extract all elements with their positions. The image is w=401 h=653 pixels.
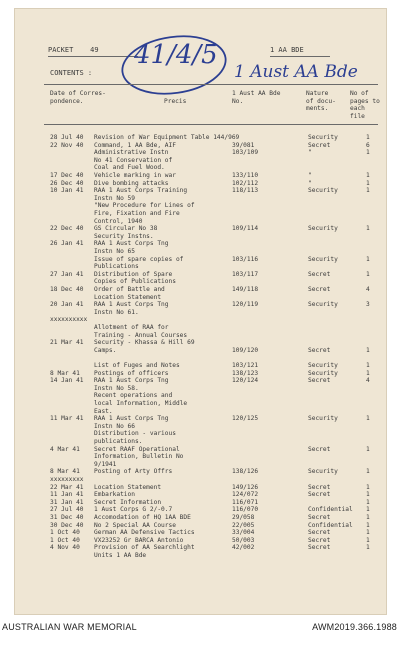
row-precis: East.	[94, 407, 113, 415]
row-precis: Provision of AA Searchlight	[94, 544, 195, 552]
row-precis: RAA 1 Aust Corps Tng	[94, 415, 169, 423]
row-aabde-no: 116/071	[232, 498, 259, 506]
row-date: 27 Jul 40	[50, 506, 84, 514]
row-date: 27 Jan 41	[50, 270, 84, 278]
row-pages: 3	[366, 301, 370, 309]
column-header-aabde-no: 1 Aust AA Bde No.	[232, 90, 281, 105]
row-pages: 1	[366, 270, 370, 278]
row-aabde-no: 138/126	[232, 468, 259, 476]
row-nature: Security	[308, 369, 338, 377]
row-aabde-no: 120/125	[232, 415, 259, 423]
row-pages: 1	[366, 529, 370, 537]
row-aabde-no: 138/123	[232, 369, 259, 377]
row-aabde-no: 116/070	[232, 506, 259, 514]
row-date: 1 Oct 40	[50, 536, 80, 544]
row-nature: Security	[308, 255, 338, 263]
row-pages: 1	[366, 544, 370, 552]
row-date: xxxxxxxxxx	[50, 316, 88, 324]
header-rule	[44, 84, 378, 85]
row-precis: Instn No 61.	[94, 308, 139, 316]
footer-institution: AUSTRALIAN WAR MEMORIAL	[2, 622, 137, 632]
row-nature: Confidential	[308, 521, 353, 529]
row-pages: 6	[366, 141, 370, 149]
row-date: 10 Jan 41	[50, 187, 84, 195]
row-aabde-no: 103/117	[232, 270, 259, 278]
row-precis: Training - Annual Courses	[94, 331, 188, 339]
row-pages: 1	[366, 149, 370, 157]
row-nature: Secret	[308, 445, 331, 453]
row-nature: Security	[308, 362, 338, 369]
row-date: 18 Dec 40	[50, 286, 84, 293]
row-precis: Location Statement	[94, 293, 162, 301]
row-pages: 1	[366, 491, 370, 499]
row-aabde-no: 118/113	[232, 187, 259, 195]
row-nature: Security	[308, 415, 338, 423]
row-aabde-no: 103/109	[232, 149, 259, 157]
row-aabde-no: 102/112	[232, 179, 259, 187]
row-date: 22 Mar 41	[50, 483, 84, 491]
row-pages: 1	[366, 468, 370, 476]
row-date: 14 Jan 41	[50, 377, 84, 385]
row-precis: Publications	[94, 263, 139, 271]
row-precis: Instn No 58.	[94, 384, 139, 392]
row-pages: 1	[366, 506, 370, 514]
row-date: 26 Jan 41	[50, 240, 84, 248]
row-aabde-no: 50/003	[232, 536, 255, 544]
row-aabde-no: 103/116	[232, 255, 259, 263]
row-precis: Secret Information	[94, 498, 162, 506]
row-date: 11 Jan 41	[50, 491, 84, 499]
row-nature: Confidential	[308, 506, 353, 514]
row-pages: 1	[366, 362, 370, 369]
row-nature: Secret	[308, 529, 331, 537]
row-nature: Secret	[308, 483, 331, 491]
row-aabde-no: 120/119	[232, 301, 259, 309]
row-nature: Secret	[308, 536, 331, 544]
row-pages: 1	[366, 179, 370, 187]
row-aabde-no: 109/114	[232, 225, 259, 233]
row-date: 8 Mar 41	[50, 369, 80, 377]
row-precis: Distribution of Spare	[94, 270, 173, 278]
row-nature: Secret	[308, 514, 331, 521]
row-pages: 1	[366, 225, 370, 233]
row-date: 26 Dec 40	[50, 179, 84, 187]
row-nature: Security	[308, 225, 338, 233]
row-pages: 1	[366, 134, 370, 141]
row-nature: Secret	[308, 491, 331, 499]
row-pages: 1	[366, 536, 370, 544]
row-precis: Order of Battle and	[94, 286, 165, 293]
row-precis: No 41 Conservation of	[94, 156, 173, 164]
row-nature: "	[308, 179, 312, 187]
row-precis: Instn No 65	[94, 248, 135, 255]
row-pages: 1	[366, 445, 370, 453]
row-precis: Instn No 59	[94, 194, 135, 202]
contents-label: CONTENTS :	[50, 69, 93, 77]
row-pages: 1	[366, 255, 370, 263]
row-nature: Secret	[308, 377, 331, 385]
row-precis: Camps.	[94, 346, 117, 354]
row-precis: Security - Khassa & Hill 69	[94, 339, 195, 347]
row-precis: No 2 Special AA Course	[94, 521, 176, 529]
footer-bar	[0, 618, 401, 653]
row-precis: RAA 1 Aust Corps Tng	[94, 301, 169, 309]
row-precis: Recent operations and	[94, 392, 173, 400]
handwritten-unit-note: 1 Aust AA Bde	[234, 62, 358, 82]
row-aabde-no: 149/118	[232, 286, 259, 293]
row-pages: 1	[366, 521, 370, 529]
row-precis: Command, 1 AA Bde, AIF	[94, 141, 176, 149]
row-nature: Secret	[308, 270, 331, 278]
row-precis: Information, Bulletin No	[94, 453, 184, 461]
row-nature: Security	[308, 134, 338, 141]
row-nature: "	[308, 172, 312, 179]
column-header-nature: Nature of docu- ments.	[306, 90, 336, 113]
row-aabde-no: 42/002	[232, 544, 255, 552]
row-pages: 1	[366, 498, 370, 506]
row-nature: Security	[308, 187, 338, 195]
row-precis: Embarkation	[94, 491, 135, 499]
document-page	[14, 8, 387, 615]
row-precis: Fire, Fixation and Fire	[94, 210, 180, 217]
row-nature: "	[308, 149, 312, 157]
row-precis: Vehicle marking in war	[94, 172, 176, 179]
row-precis: Coal and Fuel Wood.	[94, 164, 165, 172]
row-date: 28 Jul 40	[50, 134, 84, 141]
row-date: 31 Jan 41	[50, 498, 84, 506]
row-precis: 1 Aust Corps G 2/-0.7	[94, 506, 173, 514]
row-precis: List of Fuges and Notes	[94, 362, 180, 369]
row-precis: German AA Defensive Tactics	[94, 529, 195, 537]
footer-accession-number: AWM2019.366.1988	[312, 622, 397, 632]
row-precis: Security Instns.	[94, 232, 154, 240]
row-pages: 1	[366, 172, 370, 179]
row-pages: 1	[366, 369, 370, 377]
row-precis: Posting of Arty Offrs	[94, 468, 173, 476]
row-precis: Revision of War Equipment Table 144/969	[94, 134, 240, 141]
row-nature: Security	[308, 301, 338, 309]
row-aabde-no: 124/072	[232, 491, 259, 499]
row-pages: 1	[366, 187, 370, 195]
column-header-date: Date of Corres- pondence.	[50, 90, 106, 105]
row-pages: 1	[366, 483, 370, 491]
handwritten-reference: 41/4/5	[134, 40, 218, 70]
row-aabde-no: 39/081	[232, 141, 255, 149]
row-date: 30 Dec 40	[50, 521, 84, 529]
row-pages: 1	[366, 514, 370, 521]
row-precis: RAA 1 Aust Corps Training	[94, 187, 188, 195]
packet-unit: 1 AA BDE	[270, 46, 304, 54]
row-nature: Secret	[308, 141, 331, 149]
row-precis: RAA 1 Aust Corps Tng	[94, 377, 169, 385]
packet-label: PACKET 49	[48, 46, 99, 54]
header-bottom-rule	[44, 124, 378, 125]
row-pages: 4	[366, 377, 370, 385]
row-date: 4 Mar 41	[50, 445, 80, 453]
row-precis: Secret RAAF Operational	[94, 445, 180, 453]
row-aabde-no: 133/110	[232, 172, 259, 179]
row-nature: Secret	[308, 346, 331, 354]
row-pages: 1	[366, 346, 370, 354]
row-aabde-no: 22/005	[232, 521, 255, 529]
column-header-precis: Precis	[164, 98, 187, 105]
row-nature: Security	[308, 468, 338, 476]
row-precis: Copies of Publications	[94, 278, 176, 286]
row-precis: Distribution - various	[94, 430, 176, 438]
row-precis: Control, 1940	[94, 217, 143, 225]
row-precis: Accomodation of HQ 1AA BDE	[94, 514, 191, 521]
row-date: 11 Mar 41	[50, 415, 84, 423]
row-precis: Postings of officers	[94, 369, 169, 377]
row-nature: Secret	[308, 544, 331, 552]
row-precis: Instn No 66	[94, 422, 135, 430]
row-aabde-no: 120/124	[232, 377, 259, 385]
row-precis: local Information, Middle	[94, 400, 188, 407]
row-date: xxxxxxxxx	[50, 476, 84, 483]
row-date: 17 Dec 40	[50, 172, 84, 179]
row-aabde-no: 29/058	[232, 514, 255, 521]
row-precis: GS Circular No 38	[94, 225, 158, 233]
row-date: 22 Nov 40	[50, 141, 84, 149]
row-date: 22 Dec 40	[50, 225, 84, 233]
row-nature: Secret	[308, 286, 331, 293]
row-date: 8 Mar 41	[50, 468, 80, 476]
row-precis: Dive bombing attacks	[94, 179, 169, 187]
row-precis: RAA 1 Aust Corps Tng	[94, 240, 169, 248]
row-precis: 9/1941	[94, 460, 117, 468]
row-date: 31 Dec 40	[50, 514, 84, 521]
row-precis: Administrative Instn	[94, 149, 169, 157]
row-aabde-no: 103/121	[232, 362, 259, 369]
unit-underline	[270, 56, 330, 57]
row-date: 21 Mar 41	[50, 339, 84, 347]
column-header-pages: No of pages to each file	[350, 90, 380, 120]
row-precis: Units 1 AA Bde	[94, 552, 147, 559]
row-precis: VX23252 Gr BARCA Antonio	[94, 536, 184, 544]
row-precis: Location Statement	[94, 483, 162, 491]
row-date: 4 Nov 40	[50, 544, 80, 552]
row-aabde-no: 109/120	[232, 346, 259, 354]
row-precis: publications.	[94, 438, 143, 445]
row-precis: Allotment of RAA for	[94, 324, 169, 331]
row-aabde-no: 149/126	[232, 483, 259, 491]
row-date: 1 Oct 40	[50, 529, 80, 537]
row-date: 20 Jan 41	[50, 301, 84, 309]
row-precis: Issue of spare copies of	[94, 255, 184, 263]
row-precis: "New Procedure for Lines of	[94, 202, 195, 210]
row-pages: 1	[366, 415, 370, 423]
row-pages: 4	[366, 286, 370, 293]
row-aabde-no: 33/004	[232, 529, 255, 537]
